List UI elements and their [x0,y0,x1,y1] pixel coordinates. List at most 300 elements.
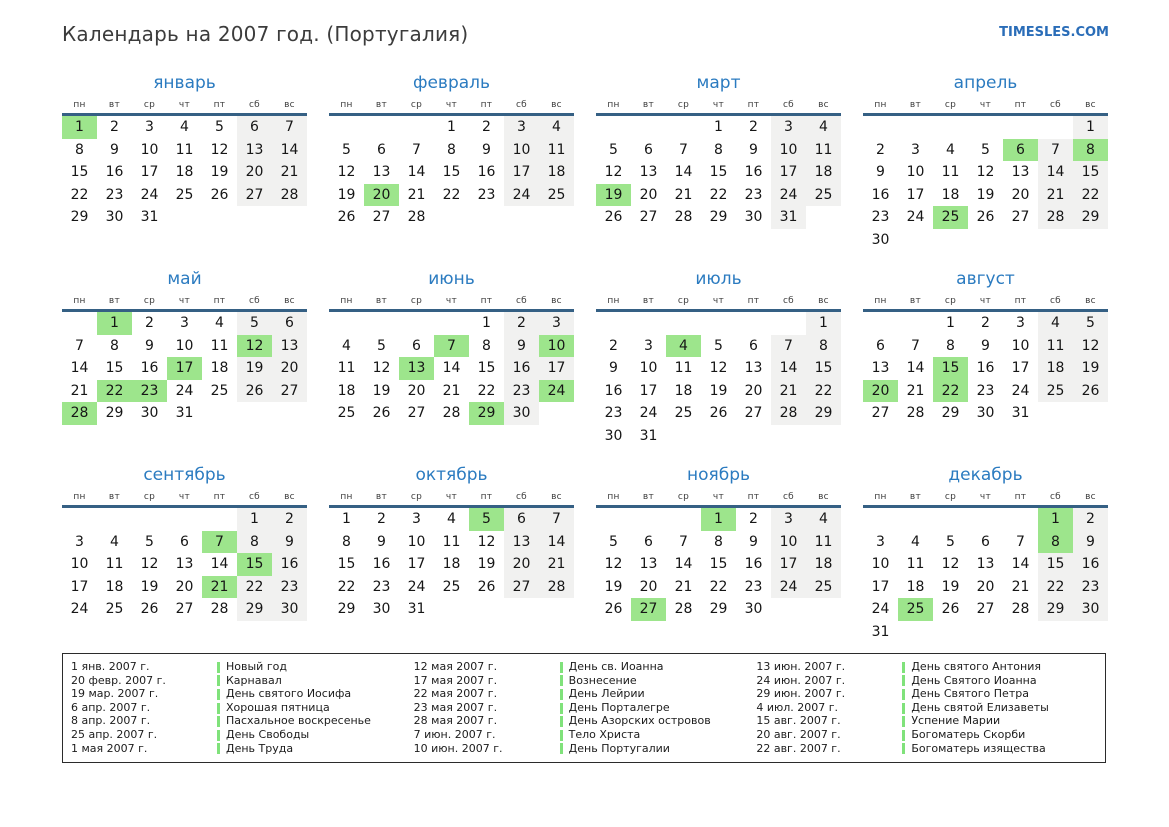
weekday-label: пн [340,492,353,502]
weekday-label: сб [782,296,795,306]
day-cell: 10 [906,164,925,180]
day-cell: 27 [744,405,763,421]
day-cell: 18 [210,360,229,376]
holiday-marker-icon [560,662,563,673]
weekday-label: пт [213,100,226,110]
weekday-label: пн [73,100,86,110]
day-cell: 27 [175,601,194,617]
legend-holiday-name: Богоматерь изящества [911,741,1046,755]
day-cell: 9 [110,141,119,158]
day-cell: 27 [871,405,890,421]
day-cell: 1 [806,312,841,335]
day-cell: 3 [180,315,189,331]
day-cell: 23 [372,578,391,595]
day-cell: 27 [272,380,307,403]
day-cell: 2 [377,511,386,527]
day-cell: 4 [1038,312,1073,335]
day-cell: 28 [272,184,307,207]
day-cell: 18 [175,164,194,180]
month-8 [863,268,1108,447]
day-cell: 30 [372,601,391,617]
legend-date: 20 февр. 2007 г. [71,673,166,687]
day-cell: 8 [75,141,84,158]
day-cell: 10 [639,360,658,376]
day-cell: 17 [140,164,159,180]
holiday-day-cell: 6 [1003,139,1038,162]
day-cell: 9 [1073,531,1108,554]
day-cell: 11 [442,533,461,550]
legend-holiday-name: День святого Иосифа [226,687,352,701]
month-title: январь [153,73,216,93]
day-cell: 22 [1038,576,1073,599]
weekday-label: вс [818,100,829,110]
day-cell: 26 [337,209,356,225]
day-cell: 2 [145,315,154,331]
day-cell: 14 [70,360,89,376]
legend-holiday-name: День св. Иоанна [568,660,664,673]
legend-holiday-name: День Азорских островов [568,714,711,728]
day-cell: 13 [504,531,539,554]
holiday-marker-icon [217,689,220,700]
day-cell: 15 [70,164,89,180]
day-cell: 6 [644,533,653,550]
weekday-label: чт [712,296,725,306]
day-cell: 4 [110,533,119,550]
legend-holiday-name: День Свободы [226,727,310,741]
legend-holiday-name: Хорошая пятница [226,700,330,714]
day-cell: 7 [1038,139,1073,162]
holiday-day-cell: 29 [469,402,504,425]
day-cell: 9 [749,141,758,158]
empty-cell [898,312,933,335]
weekday-label: пт [213,492,226,502]
day-cell: 26 [604,601,623,617]
day-cell: 2 [272,508,307,531]
day-cell: 13 [1011,164,1030,180]
day-cell: 8 [714,533,723,550]
weekday-label: пт [480,296,493,306]
day-cell: 20 [639,578,658,595]
day-cell: 6 [876,337,885,354]
weekday-label: вт [375,492,388,502]
legend-date: 19 мар. 2007 г. [71,687,159,701]
day-cell: 11 [539,139,574,162]
day-cell: 25 [210,382,229,399]
weekday-label: вс [551,492,562,502]
weekday-label: вт [909,296,922,306]
day-cell: 27 [407,405,426,421]
day-cell: 11 [906,556,925,572]
weekday-label: пн [340,296,353,306]
holiday-day-cell: 21 [202,576,237,599]
day-cell: 13 [175,556,194,572]
day-cell: 23 [1073,576,1108,599]
day-cell: 27 [237,184,272,207]
empty-cell [364,312,399,335]
day-cell: 17 [906,186,925,203]
day-cell: 26 [604,209,623,225]
day-cell: 30 [604,427,623,444]
legend-holiday-name: День Порталегре [568,700,670,714]
day-cell: 22 [1073,184,1108,207]
weekday-label: ср [410,100,423,110]
empty-cell [898,508,933,531]
day-cell: 21 [407,186,426,203]
day-cell: 6 [644,141,653,158]
day-cell: 14 [906,360,925,376]
legend-entry [902,729,1099,742]
weekday-label: пн [607,296,620,306]
day-cell: 7 [75,337,84,354]
day-cell: 14 [771,357,806,380]
empty-cell [631,312,666,335]
legend-entry [560,688,757,701]
weekday-label: пт [747,492,760,502]
legend-entry [217,661,414,674]
day-cell: 5 [237,312,272,335]
month-title: сентябрь [143,465,226,485]
holiday-day-cell: 12 [237,335,272,358]
month-title: май [167,269,202,289]
holiday-marker-icon [902,662,905,673]
day-cell: 13 [372,164,391,180]
holiday-marker-icon [902,716,905,727]
day-cell: 28 [1038,206,1073,229]
month-6 [329,268,574,447]
day-cell: 17 [504,161,539,184]
day-cell: 15 [337,556,356,572]
day-cell: 22 [709,186,728,203]
day-cell: 30 [105,209,124,225]
day-cell: 22 [337,578,356,595]
holiday-day-cell: 1 [701,508,736,531]
empty-cell [596,312,631,335]
day-cell: 2 [981,315,990,331]
empty-cell [666,116,701,139]
legend-holiday-name: Тело Христа [568,727,641,741]
day-cell: 1 [1073,116,1108,139]
day-cell: 29 [1073,206,1108,229]
days-grid [596,116,841,229]
day-cell: 24 [140,186,159,203]
day-cell: 8 [342,533,351,550]
day-cell: 11 [1038,335,1073,358]
weekday-label: сб [248,492,261,502]
day-cell: 9 [876,164,885,180]
legend-entry [560,661,757,674]
day-cell: 31 [871,623,890,640]
day-cell: 6 [504,508,539,531]
day-cell: 21 [906,382,925,399]
holiday-day-cell: 28 [62,402,97,425]
empty-cell [1003,508,1038,531]
day-cell: 22 [70,186,89,203]
weekday-label: пт [213,296,226,306]
day-cell: 26 [210,186,229,203]
day-cell: 3 [771,508,806,531]
weekday-label: пт [1014,492,1027,502]
weekday-header-row [863,492,1108,508]
days-grid [62,116,307,229]
day-cell: 20 [175,578,194,595]
month-10 [329,464,574,643]
day-cell: 27 [372,209,391,225]
day-cell: 26 [1073,380,1108,403]
holiday-day-cell: 19 [596,184,631,207]
month-9 [62,464,307,643]
weekday-label: ср [677,492,690,502]
day-cell: 24 [1011,382,1030,399]
day-cell: 12 [709,360,728,376]
days-grid [863,116,1108,251]
legend-holiday-name: День Труда [226,741,294,755]
day-cell: 23 [105,186,124,203]
day-cell: 21 [1038,184,1073,207]
empty-cell [97,508,132,531]
weekday-label: сб [782,492,795,502]
day-cell: 16 [604,382,623,399]
day-cell: 18 [105,578,124,595]
legend-entry [217,675,414,688]
legend-date: 12 мая 2007 г. [413,660,498,673]
day-cell: 19 [941,578,960,595]
day-cell: 23 [744,186,763,203]
day-cell: 23 [871,209,890,225]
weekday-label: вс [284,296,295,306]
day-cell: 17 [1011,360,1030,376]
day-cell: 12 [210,141,229,158]
holiday-marker-icon [217,703,220,714]
empty-cell [898,116,933,139]
weekday-label: вт [375,100,388,110]
day-cell: 16 [976,360,995,376]
weekday-header-row [863,296,1108,312]
holiday-marker-icon [902,743,905,754]
day-cell: 27 [639,209,658,225]
weekday-label: ср [944,100,957,110]
holiday-marker-icon [217,743,220,754]
day-cell: 21 [674,186,693,203]
day-cell: 5 [609,533,618,550]
day-cell: 17 [871,578,890,595]
legend-entry [560,729,757,742]
legend-holiday-name: День святого Антония [911,660,1041,673]
weekday-label: пт [747,296,760,306]
day-cell: 12 [337,164,356,180]
day-cell: 30 [744,601,763,617]
legend-entry [902,661,1099,674]
holiday-day-cell: 17 [167,357,202,380]
day-cell: 28 [539,576,574,599]
weekday-label: вт [909,492,922,502]
day-cell: 31 [140,209,159,225]
day-cell: 1 [482,315,491,331]
day-cell: 24 [70,601,89,617]
holiday-marker-icon [560,689,563,700]
holiday-marker-icon [560,730,563,741]
empty-cell [933,508,968,531]
day-cell: 10 [70,556,89,572]
holiday-day-cell: 13 [399,357,434,380]
month-3 [596,72,841,251]
day-cell: 10 [871,556,890,572]
weekday-label: чт [979,492,992,502]
month-title: июль [695,269,742,289]
day-cell: 28 [674,209,693,225]
day-cell: 5 [377,337,386,354]
holiday-day-cell: 8 [1073,139,1108,162]
holiday-marker-icon [217,675,220,686]
days-grid [329,116,574,229]
day-cell: 26 [976,209,995,225]
weekday-label: сб [782,100,795,110]
day-cell: 19 [372,382,391,399]
weekday-label: вт [642,296,655,306]
day-cell: 1 [447,119,456,135]
legend-date: 6 апр. 2007 г. [71,700,151,714]
day-cell: 18 [941,186,960,203]
weekday-label: вс [1085,296,1096,306]
day-cell: 14 [442,360,461,376]
day-cell: 2 [749,511,758,527]
holiday-day-cell: 4 [666,335,701,358]
weekday-label: пн [607,100,620,110]
month-title: ноябрь [686,465,751,485]
holiday-day-cell: 7 [202,531,237,554]
holiday-marker-icon [902,675,905,686]
day-cell: 16 [744,556,763,572]
holiday-day-cell: 15 [933,357,968,380]
day-cell: 2 [504,312,539,335]
day-cell: 28 [771,402,806,425]
weekday-label: пн [340,100,353,110]
weekday-label: чт [712,100,725,110]
day-cell: 16 [105,164,124,180]
day-cell: 24 [771,576,806,599]
holiday-day-cell: 10 [539,335,574,358]
empty-cell [329,116,364,139]
day-cell: 19 [237,357,272,380]
day-cell: 29 [709,601,728,617]
day-cell: 30 [1073,598,1108,621]
weekday-label: чт [445,296,458,306]
holiday-marker-icon [217,716,220,727]
day-cell: 29 [337,601,356,617]
legend-date: 23 мая 2007 г. [413,700,498,714]
weekday-label: сб [248,100,261,110]
empty-cell [202,508,237,531]
weekday-label: пт [480,492,493,502]
brand-link[interactable]: TIMESLES.COM [999,25,1109,40]
holiday-day-cell: 22 [97,380,132,403]
day-cell: 21 [674,578,693,595]
day-cell: 5 [714,337,723,354]
day-cell: 11 [806,139,841,162]
day-cell: 10 [140,141,159,158]
day-cell: 7 [911,337,920,354]
day-cell: 25 [806,576,841,599]
day-cell: 23 [504,380,539,403]
day-cell: 23 [744,578,763,595]
day-cell: 18 [674,382,693,399]
weekday-label: вс [551,296,562,306]
day-cell: 7 [272,116,307,139]
day-cell: 15 [105,360,124,376]
weekday-label: вс [1085,492,1096,502]
day-cell: 18 [442,556,461,572]
day-cell: 10 [504,139,539,162]
day-cell: 22 [806,380,841,403]
empty-cell [863,116,898,139]
day-cell: 14 [1011,556,1030,572]
weekday-label: вт [909,100,922,110]
legend-date: 29 июн. 2007 г. [756,687,846,701]
weekday-label: вт [108,492,121,502]
weekday-label: вт [108,100,121,110]
day-cell: 6 [377,141,386,158]
day-cell: 2 [609,337,618,354]
day-cell: 19 [709,382,728,399]
day-cell: 7 [539,508,574,531]
page-header [0,0,1169,46]
day-cell: 20 [976,578,995,595]
day-cell: 11 [337,360,356,376]
empty-cell [771,312,806,335]
weekday-label: вс [818,296,829,306]
legend-entry [560,715,757,728]
holiday-marker-icon [902,689,905,700]
day-cell: 6 [180,533,189,550]
weekday-label: сб [515,492,528,502]
day-cell: 29 [709,209,728,225]
weekday-label: чт [178,100,191,110]
weekday-label: вт [642,100,655,110]
day-cell: 23 [604,405,623,421]
day-cell: 6 [272,312,307,335]
day-cell: 9 [482,141,491,158]
day-cell: 4 [180,119,189,135]
empty-cell [364,116,399,139]
day-cell: 16 [1073,553,1108,576]
month-5 [62,268,307,447]
day-cell: 13 [237,139,272,162]
days-grid [329,312,574,425]
weekday-header-row [329,296,574,312]
weekday-label: ср [677,100,690,110]
day-cell: 3 [75,533,84,550]
day-cell: 7 [412,141,421,158]
weekday-label: вс [551,100,562,110]
day-cell: 31 [1011,405,1030,421]
holiday-day-cell: 1 [97,312,132,335]
day-cell: 11 [210,337,229,354]
weekday-label: пт [480,100,493,110]
holiday-day-cell: 25 [898,598,933,621]
day-cell: 7 [679,533,688,550]
day-cell: 30 [976,405,995,421]
day-cell: 20 [639,186,658,203]
day-cell: 24 [175,382,194,399]
day-cell: 5 [609,141,618,158]
holiday-day-cell: 1 [62,116,97,139]
legend-entry [902,675,1099,688]
legend-date: 22 мая 2007 г. [413,687,498,701]
weekday-label: пн [874,100,887,110]
weekday-label: ср [677,296,690,306]
legend-holiday-name: Успение Марии [911,714,1001,728]
holiday-day-cell: 27 [631,598,666,621]
day-cell: 9 [377,533,386,550]
